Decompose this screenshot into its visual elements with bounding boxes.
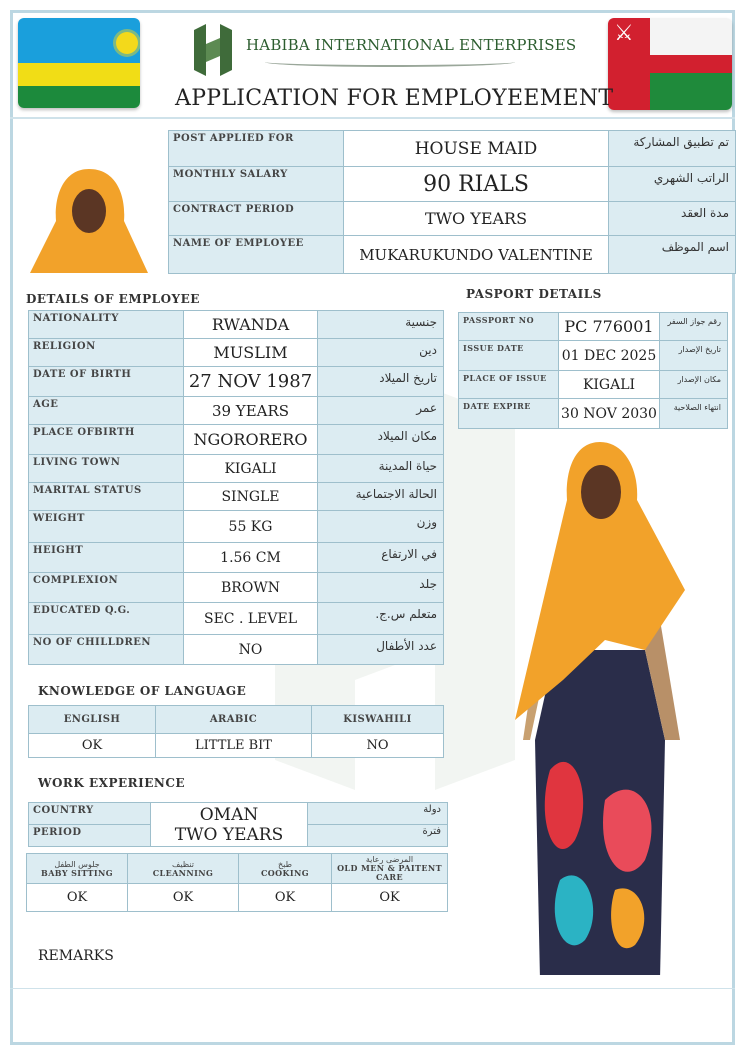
details-label: COMPLEXION xyxy=(29,573,184,603)
details-value: MUSLIM xyxy=(184,339,318,367)
details-value: 1.56 CM xyxy=(184,543,318,573)
country-arabic: دولة xyxy=(308,803,448,825)
details-value: BROWN xyxy=(184,573,318,603)
details-value: 55 KG xyxy=(184,511,318,543)
passport-row xyxy=(459,341,728,371)
work-title: WORK EXPERIENCE xyxy=(38,776,186,790)
passport-arabic: تاريخ الإصدار xyxy=(660,341,728,371)
salary-arabic: الراتب الشهري xyxy=(609,167,736,202)
passport-value: KIGALI xyxy=(559,371,660,399)
language-value: OK xyxy=(29,734,156,758)
details-value: RWANDA xyxy=(184,311,318,339)
skills-value-row xyxy=(27,884,448,912)
details-label: NATIONALITY xyxy=(29,311,184,339)
details-label: DATE OF BIRTH xyxy=(29,367,184,397)
details-table xyxy=(28,310,444,665)
passport-value: PC 776001 xyxy=(559,313,660,341)
skill-value: OK xyxy=(27,884,128,912)
skill-header xyxy=(332,854,448,884)
country-value: OMAN xyxy=(199,804,259,825)
skill-value: OK xyxy=(239,884,332,912)
skill-label: CLEANNING xyxy=(152,867,214,878)
passport-row xyxy=(459,371,728,399)
details-row xyxy=(29,455,444,483)
passport-arabic: انتهاء الصلاحية xyxy=(660,399,728,429)
post-arabic: تم تطبيق المشاركة xyxy=(609,131,736,167)
remarks-label: REMARKS xyxy=(38,948,114,964)
details-arabic: جنسية xyxy=(318,311,444,339)
skill-header xyxy=(128,854,239,884)
period-arabic: فترة xyxy=(308,825,448,847)
details-row xyxy=(29,511,444,543)
details-row xyxy=(29,483,444,511)
details-label: WEIGHT xyxy=(29,511,184,543)
period-value: TWO YEARS xyxy=(174,824,284,845)
details-value: SEC . LEVEL xyxy=(184,603,318,635)
details-arabic: عمر xyxy=(318,397,444,425)
details-label: HEIGHT xyxy=(29,543,184,573)
language-value: NO xyxy=(312,734,444,758)
employee-name-label: NAME OF EMPLOYEE xyxy=(169,236,344,274)
details-row xyxy=(29,635,444,665)
details-label: LIVING TOWN xyxy=(29,455,184,483)
country-label: COUNTRY xyxy=(29,803,151,825)
language-title: KNOWLEDGE OF LANGUAGE xyxy=(38,684,247,698)
details-row xyxy=(29,397,444,425)
skills-table xyxy=(26,853,448,912)
salary-row xyxy=(169,167,736,202)
details-arabic: تاريخ الميلاد xyxy=(318,367,444,397)
employee-name-value: MUKARUKUNDO VALENTINE xyxy=(344,236,609,274)
rwanda-flag xyxy=(18,18,140,108)
post-label: POST APPLIED FOR xyxy=(169,131,344,167)
passport-row xyxy=(459,313,728,341)
passport-label: PLACE OF ISSUE xyxy=(459,371,559,399)
passport-table xyxy=(458,312,728,429)
employee-name-row xyxy=(169,236,736,274)
contract-arabic: مدة العقد xyxy=(609,202,736,236)
ornament-divider xyxy=(265,57,515,67)
details-arabic: وزن xyxy=(318,511,444,543)
language-value: LITTLE BIT xyxy=(156,734,312,758)
details-row xyxy=(29,425,444,455)
details-label: RELIGION xyxy=(29,339,184,367)
language-header: ENGLISH xyxy=(29,706,156,734)
applicant-photo-full xyxy=(515,440,685,975)
details-arabic: في الارتفاع xyxy=(318,543,444,573)
salary-label: MONTHLY SALARY xyxy=(169,167,344,202)
details-arabic: دين xyxy=(318,339,444,367)
passport-row xyxy=(459,399,728,429)
passport-value: 30 NOV 2030 xyxy=(559,399,660,429)
page-title: APPLICATION FOR EMPLOYEEMENT xyxy=(175,86,614,111)
skill-arabic: جلوس الطفل xyxy=(54,859,100,869)
skill-header xyxy=(27,854,128,884)
post-table xyxy=(168,130,736,274)
details-label: MARITAL STATUS xyxy=(29,483,184,511)
passport-title: PASPORT DETAILS xyxy=(466,287,602,301)
skill-value: OK xyxy=(332,884,448,912)
work-values xyxy=(151,803,308,847)
applicant-photo-small xyxy=(30,165,148,273)
language-value-row xyxy=(29,734,444,758)
details-label: AGE xyxy=(29,397,184,425)
details-title: DETAILS OF EMPLOYEE xyxy=(26,292,200,306)
details-arabic: متعلم س.ج. xyxy=(318,603,444,635)
details-value: KIGALI xyxy=(184,455,318,483)
details-value: 39 YEARS xyxy=(184,397,318,425)
details-value: SINGLE xyxy=(184,483,318,511)
contract-row xyxy=(169,202,736,236)
emblem-icon: ⚔ xyxy=(614,21,634,46)
oman-flag xyxy=(608,18,732,110)
details-row xyxy=(29,603,444,635)
employee-name-arabic: اسم الموظف xyxy=(609,236,736,274)
sun-icon xyxy=(116,32,138,54)
details-row xyxy=(29,339,444,367)
skill-label: OLD MEN & PAITENT CARE xyxy=(337,863,442,882)
details-row xyxy=(29,573,444,603)
passport-label: ISSUE DATE xyxy=(459,341,559,371)
language-header: ARABIC xyxy=(156,706,312,734)
skill-arabic: تنظيف xyxy=(172,859,194,869)
details-arabic: حياة المدينة xyxy=(318,455,444,483)
work-table xyxy=(28,802,448,847)
skill-header xyxy=(239,854,332,884)
details-arabic: مكان الميلاد xyxy=(318,425,444,455)
passport-value: 01 DEC 2025 xyxy=(559,341,660,371)
skill-value: OK xyxy=(128,884,239,912)
details-value: 27 NOV 1987 xyxy=(184,367,318,397)
passport-arabic: مكان الإصدار xyxy=(660,371,728,399)
company-name: HABIBA INTERNATIONAL ENTERPRISES xyxy=(246,36,577,54)
details-arabic: الحالة الاجتماعية xyxy=(318,483,444,511)
language-header: KISWAHILI xyxy=(312,706,444,734)
header-divider xyxy=(10,117,735,119)
passport-arabic: رقم جواز السفر xyxy=(660,313,728,341)
details-arabic: عدد الأطفال xyxy=(318,635,444,665)
details-label: EDUCATED Q.G. xyxy=(29,603,184,635)
contract-label: CONTRACT PERIOD xyxy=(169,202,344,236)
company-logo xyxy=(190,22,236,78)
details-value: NGORORERO xyxy=(184,425,318,455)
skill-label: COOKING xyxy=(261,867,309,878)
details-arabic: جلد xyxy=(318,573,444,603)
passport-label: PASSPORT NO xyxy=(459,313,559,341)
details-value: NO xyxy=(184,635,318,665)
contract-value: TWO YEARS xyxy=(344,202,609,236)
country-row xyxy=(29,803,448,825)
salary-value: 90 RIALS xyxy=(344,167,609,202)
skills-header-row xyxy=(27,854,448,884)
language-header-row xyxy=(29,706,444,734)
post-row xyxy=(169,131,736,167)
details-label: PLACE OFBIRTH xyxy=(29,425,184,455)
skill-label: BABY SITTING xyxy=(41,867,113,878)
skill-arabic: طبخ xyxy=(278,859,292,869)
details-label: NO OF CHILLDREN xyxy=(29,635,184,665)
details-row xyxy=(29,367,444,397)
skill-arabic: المرضى رعاية xyxy=(365,855,414,864)
period-label: PERIOD xyxy=(29,825,151,847)
details-row xyxy=(29,311,444,339)
post-value: HOUSE MAID xyxy=(344,131,609,167)
passport-label: DATE EXPIRE xyxy=(459,399,559,429)
details-row xyxy=(29,543,444,573)
language-table xyxy=(28,705,444,758)
footer-divider xyxy=(10,988,735,989)
